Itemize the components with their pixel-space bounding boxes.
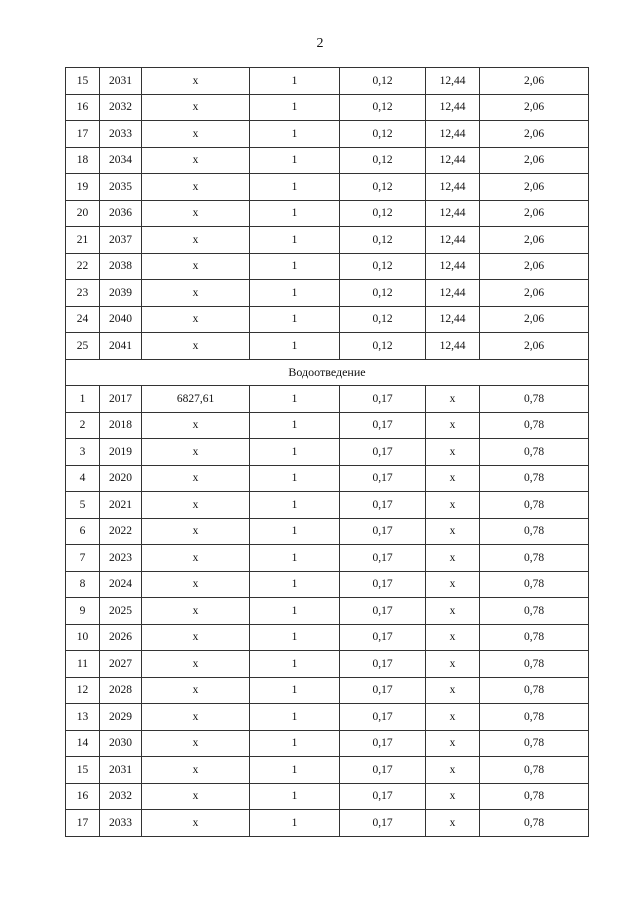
table-cell: 12,44 [426, 200, 480, 227]
table-row [66, 757, 589, 784]
table-cell: 20 [66, 200, 100, 227]
table-cell: 1 [250, 94, 340, 121]
table-cell: 2,06 [480, 174, 589, 201]
table-cell: 0,78 [480, 677, 589, 704]
table-cell: x [142, 598, 250, 625]
section-title: Водоотведение [66, 359, 589, 386]
table-cell: 10 [66, 624, 100, 651]
table-cell: 12,44 [426, 306, 480, 333]
table-cell: x [426, 412, 480, 439]
table-cell: 25 [66, 333, 100, 360]
table-cell: x [142, 571, 250, 598]
table-row [66, 571, 589, 598]
table-cell: x [426, 571, 480, 598]
table-cell: x [142, 147, 250, 174]
table-row [66, 465, 589, 492]
table-cell: x [142, 810, 250, 837]
table-cell: x [142, 306, 250, 333]
table-cell: 12,44 [426, 94, 480, 121]
table-cell: 2,06 [480, 68, 589, 95]
table-cell: 2040 [100, 306, 142, 333]
table-cell: 1 [250, 757, 340, 784]
table-row [66, 412, 589, 439]
table-cell: 21 [66, 227, 100, 254]
table-cell: 0,78 [480, 412, 589, 439]
table-cell: 0,17 [340, 518, 426, 545]
table-cell: x [426, 518, 480, 545]
table-cell: x [142, 280, 250, 307]
table-body [66, 68, 589, 837]
table-cell: 1 [250, 227, 340, 254]
table-cell: 4 [66, 465, 100, 492]
table-cell: 0,17 [340, 730, 426, 757]
table-cell: x [426, 386, 480, 413]
table-cell: 0,78 [480, 465, 589, 492]
table-cell: x [142, 518, 250, 545]
table-cell: 2026 [100, 624, 142, 651]
table-row [66, 730, 589, 757]
table-cell: 0,17 [340, 545, 426, 572]
table-cell: 1 [250, 730, 340, 757]
table-cell: 1 [250, 68, 340, 95]
table-cell: x [142, 624, 250, 651]
table-cell: x [142, 730, 250, 757]
table-cell: 1 [250, 677, 340, 704]
table-cell: 7 [66, 545, 100, 572]
table-cell: 0,78 [480, 624, 589, 651]
table-cell: 8 [66, 571, 100, 598]
table-cell: 6 [66, 518, 100, 545]
table-cell: x [426, 439, 480, 466]
table-cell: 13 [66, 704, 100, 731]
table-cell: 1 [250, 147, 340, 174]
table-cell: 0,78 [480, 757, 589, 784]
table-cell: 2,06 [480, 147, 589, 174]
table-cell: 19 [66, 174, 100, 201]
table-cell: 1 [250, 651, 340, 678]
table-cell: x [142, 757, 250, 784]
table-cell: 0,12 [340, 333, 426, 360]
table-cell: 0,17 [340, 810, 426, 837]
table-cell: 0,78 [480, 810, 589, 837]
table-cell: 1 [250, 598, 340, 625]
table-cell: 2020 [100, 465, 142, 492]
table-cell: 1 [250, 200, 340, 227]
table-cell: x [142, 412, 250, 439]
table-cell: 2,06 [480, 227, 589, 254]
table-row [66, 624, 589, 651]
table-cell: x [426, 783, 480, 810]
table-cell: 16 [66, 783, 100, 810]
table-row [66, 783, 589, 810]
table-cell: 1 [66, 386, 100, 413]
table-cell: 1 [250, 386, 340, 413]
table-cell: 2,06 [480, 280, 589, 307]
table-cell: 0,17 [340, 651, 426, 678]
table-row [66, 333, 589, 360]
table-cell: 0,12 [340, 227, 426, 254]
table-row [66, 598, 589, 625]
table-cell: 1 [250, 253, 340, 280]
table-cell: 1 [250, 174, 340, 201]
table-cell: 2,06 [480, 306, 589, 333]
table-row [66, 386, 589, 413]
table-cell: 0,12 [340, 68, 426, 95]
table-cell: 0,17 [340, 704, 426, 731]
table-cell: 0,12 [340, 147, 426, 174]
table-cell: 6827,61 [142, 386, 250, 413]
table-cell: 18 [66, 147, 100, 174]
table-cell: 0,12 [340, 174, 426, 201]
table-cell: 0,78 [480, 386, 589, 413]
table-cell: 0,78 [480, 783, 589, 810]
table-cell: x [426, 730, 480, 757]
table-cell: x [142, 677, 250, 704]
table-row [66, 810, 589, 837]
table-cell: 1 [250, 280, 340, 307]
table-cell: 2036 [100, 200, 142, 227]
table-cell: 12,44 [426, 174, 480, 201]
table-cell: 2033 [100, 810, 142, 837]
table-cell: x [142, 465, 250, 492]
table-cell: 2031 [100, 68, 142, 95]
table-cell: 1 [250, 439, 340, 466]
table-cell: 12,44 [426, 253, 480, 280]
table-cell: 0,17 [340, 492, 426, 519]
table-cell: 2033 [100, 121, 142, 148]
table-cell: 14 [66, 730, 100, 757]
table-cell: x [142, 545, 250, 572]
table-cell: 0,17 [340, 412, 426, 439]
table-cell: 2022 [100, 518, 142, 545]
table-cell: 12,44 [426, 333, 480, 360]
table-cell: 12 [66, 677, 100, 704]
table-cell: 0,17 [340, 386, 426, 413]
table-cell: 0,12 [340, 121, 426, 148]
table-cell: 1 [250, 545, 340, 572]
table-row [66, 651, 589, 678]
table-cell: 2019 [100, 439, 142, 466]
table-cell: 0,78 [480, 598, 589, 625]
table-cell: 2025 [100, 598, 142, 625]
table-cell: 5 [66, 492, 100, 519]
table-cell: 22 [66, 253, 100, 280]
table-cell: 2032 [100, 783, 142, 810]
table-cell: 0,78 [480, 704, 589, 731]
table-cell: 12,44 [426, 147, 480, 174]
table-cell: 2024 [100, 571, 142, 598]
table-cell: 12,44 [426, 121, 480, 148]
table-row [66, 280, 589, 307]
table-cell: x [142, 200, 250, 227]
table-cell: 2029 [100, 704, 142, 731]
table-cell: 0,17 [340, 571, 426, 598]
table-cell: 0,78 [480, 492, 589, 519]
table-cell: 17 [66, 810, 100, 837]
table-cell: 3 [66, 439, 100, 466]
table-cell: 0,78 [480, 651, 589, 678]
table-cell: 2017 [100, 386, 142, 413]
table-row [66, 545, 589, 572]
table-row [66, 518, 589, 545]
section-row [66, 359, 589, 386]
table-cell: 0,12 [340, 200, 426, 227]
table-cell: 1 [250, 624, 340, 651]
table-cell: x [426, 598, 480, 625]
table-cell: x [426, 677, 480, 704]
table-cell: 2,06 [480, 200, 589, 227]
table-cell: 2,06 [480, 121, 589, 148]
table-cell: 2031 [100, 757, 142, 784]
table-cell: x [142, 783, 250, 810]
table-row [66, 94, 589, 121]
table-cell: 0,17 [340, 624, 426, 651]
table-row [66, 227, 589, 254]
table-cell: 0,12 [340, 306, 426, 333]
table-cell: 2021 [100, 492, 142, 519]
table-cell: 2023 [100, 545, 142, 572]
table-cell: 2018 [100, 412, 142, 439]
table-cell: 0,12 [340, 253, 426, 280]
table-cell: 16 [66, 94, 100, 121]
tariff-table [65, 67, 589, 837]
table-cell: 1 [250, 571, 340, 598]
table-row [66, 68, 589, 95]
table-cell: 2,06 [480, 253, 589, 280]
table-cell: 1 [250, 783, 340, 810]
table-cell: x [426, 492, 480, 519]
table-cell: 12,44 [426, 227, 480, 254]
table-cell: 0,17 [340, 783, 426, 810]
table-cell: 1 [250, 333, 340, 360]
table-cell: 0,17 [340, 439, 426, 466]
table-cell: 0,12 [340, 280, 426, 307]
table-cell: x [142, 651, 250, 678]
table-cell: 15 [66, 757, 100, 784]
table-cell: x [142, 227, 250, 254]
table-cell: 0,17 [340, 677, 426, 704]
table-cell: 2,06 [480, 333, 589, 360]
table-cell: x [142, 68, 250, 95]
table-cell: x [142, 121, 250, 148]
table-cell: 15 [66, 68, 100, 95]
table-row [66, 121, 589, 148]
table-cell: 2030 [100, 730, 142, 757]
table-cell: 12,44 [426, 68, 480, 95]
table-cell: 11 [66, 651, 100, 678]
table-cell: x [142, 94, 250, 121]
table-cell: x [142, 333, 250, 360]
table-cell: x [142, 492, 250, 519]
table-cell: 0,78 [480, 730, 589, 757]
table-cell: 2028 [100, 677, 142, 704]
table-row [66, 439, 589, 466]
table-cell: 2037 [100, 227, 142, 254]
page-number: 2 [316, 36, 324, 51]
table-cell: x [426, 757, 480, 784]
table-cell: 23 [66, 280, 100, 307]
table-cell: 2027 [100, 651, 142, 678]
table-row [66, 200, 589, 227]
table-cell: 1 [250, 492, 340, 519]
table-row [66, 147, 589, 174]
table-cell: 0,78 [480, 518, 589, 545]
table-cell: x [426, 465, 480, 492]
table-cell: 0,78 [480, 571, 589, 598]
table-cell: 9 [66, 598, 100, 625]
table-cell: x [142, 253, 250, 280]
table-cell: 0,17 [340, 757, 426, 784]
table-row [66, 174, 589, 201]
table-cell: x [426, 810, 480, 837]
table-cell: 2039 [100, 280, 142, 307]
table-cell: 1 [250, 412, 340, 439]
table-cell: x [426, 704, 480, 731]
table-cell: 1 [250, 121, 340, 148]
table-cell: 1 [250, 704, 340, 731]
table-cell: 2 [66, 412, 100, 439]
table-cell: 17 [66, 121, 100, 148]
table-row [66, 253, 589, 280]
table-row [66, 492, 589, 519]
table-cell: x [142, 439, 250, 466]
table-cell: x [426, 624, 480, 651]
table-cell: 2038 [100, 253, 142, 280]
table-cell: x [142, 174, 250, 201]
table-cell: 0,17 [340, 465, 426, 492]
table-cell: 1 [250, 810, 340, 837]
table-cell: 2035 [100, 174, 142, 201]
table-cell: x [426, 545, 480, 572]
table-cell: 2034 [100, 147, 142, 174]
table-cell: 1 [250, 518, 340, 545]
table-row [66, 677, 589, 704]
table-row [66, 306, 589, 333]
table-cell: 1 [250, 465, 340, 492]
table-cell: 2041 [100, 333, 142, 360]
table-cell: 0,78 [480, 439, 589, 466]
table-cell: x [426, 651, 480, 678]
table-cell: 0,12 [340, 94, 426, 121]
table-cell: 2032 [100, 94, 142, 121]
table-cell: 12,44 [426, 280, 480, 307]
table-cell: 24 [66, 306, 100, 333]
table-cell: 0,78 [480, 545, 589, 572]
table-row [66, 704, 589, 731]
table-cell: 2,06 [480, 94, 589, 121]
table-cell: 1 [250, 306, 340, 333]
table-cell: x [142, 704, 250, 731]
table-cell: 0,17 [340, 598, 426, 625]
